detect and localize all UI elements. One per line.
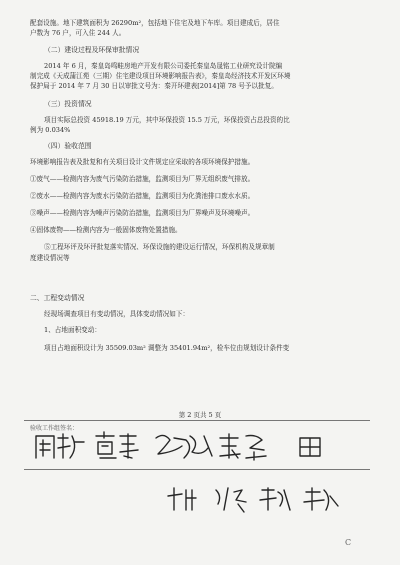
- text-line-15: ④固体废物——检测内容为一般固体废物处置措施。: [30, 226, 182, 234]
- text-line-8: 项目实际总投资 45918.19 万元，其中环保投资 15.5 万元，环保投资占总投资的比: [44, 116, 290, 124]
- text-line-12: ①废气——检测内容为废气污染防治措施，监测项目为厂界无组织废气排放。: [30, 175, 255, 183]
- text-line-5: 制完成《天成蒲江苑（三期）住宅建设项目环境影响报告表》，秦皇岛经济技术开发区环境: [30, 72, 291, 80]
- text-line-6: 保护局于 2014 年 7 月 30 日以审批文号为：秦开环建表[2014]第 78 号予以批复。: [30, 82, 278, 90]
- text-line-11: 环境影响报告表及批复和有关项目设计文件规定应采取的各项环境保护措施。: [30, 158, 255, 166]
- text-line-9: 例为 0.034%: [30, 126, 71, 134]
- corner-mark: C: [345, 538, 352, 547]
- page-footer: 第 2 页共 5 页: [178, 411, 222, 419]
- text-line-14: ③噪声——检测内容为噪声污染防治措施，监测项目为厂界噪声及环境噪声。: [30, 209, 255, 217]
- text-line-19: 经现场调查项目有变动情况，具体变动情况如下：: [44, 310, 190, 318]
- handwritten-signatures-row-1: [24, 428, 354, 464]
- text-line-17: 度建设情况等: [30, 254, 70, 262]
- text-line-20: 1、占地面积变动：: [44, 326, 101, 334]
- text-line-4: 2014 年 6 月，秦皇岛鸣畦房地产开发有限公司委托秦皇岛晟铭工业研究设计院编: [44, 62, 283, 70]
- text-line-1: 配套设施。地下建筑面积为 26290m²，包括地下住宅及地下车库。项目建成后，居住: [30, 19, 280, 27]
- text-line-16: ⑤工程环评及环评批复落实情况、环保设施的建设运行情况，环保机构及规章制: [44, 243, 275, 251]
- text-line-21: 项目占地面积设计为 35509.03m² 调整为 35401.94m²，检车位由规划设计条件变: [44, 344, 290, 352]
- signature-label: 验收工作组签名：: [30, 425, 79, 432]
- section-heading-investment: （三）投资情况: [44, 100, 92, 108]
- section-heading-changes: 二、工程变动情况: [30, 294, 85, 302]
- text-line-13: ②废水——检测内容为废水污染防治措施，监测项目为化粪池排口废水水质。: [30, 192, 255, 200]
- section-heading-approval: （二）建设过程及环保审批情况: [44, 46, 140, 54]
- section-heading-scope: （四）验收范围: [44, 142, 92, 150]
- handwritten-signatures-row-2: [24, 482, 354, 516]
- text-line-2: 户数为 76 户，可入住 244 人。: [30, 29, 126, 37]
